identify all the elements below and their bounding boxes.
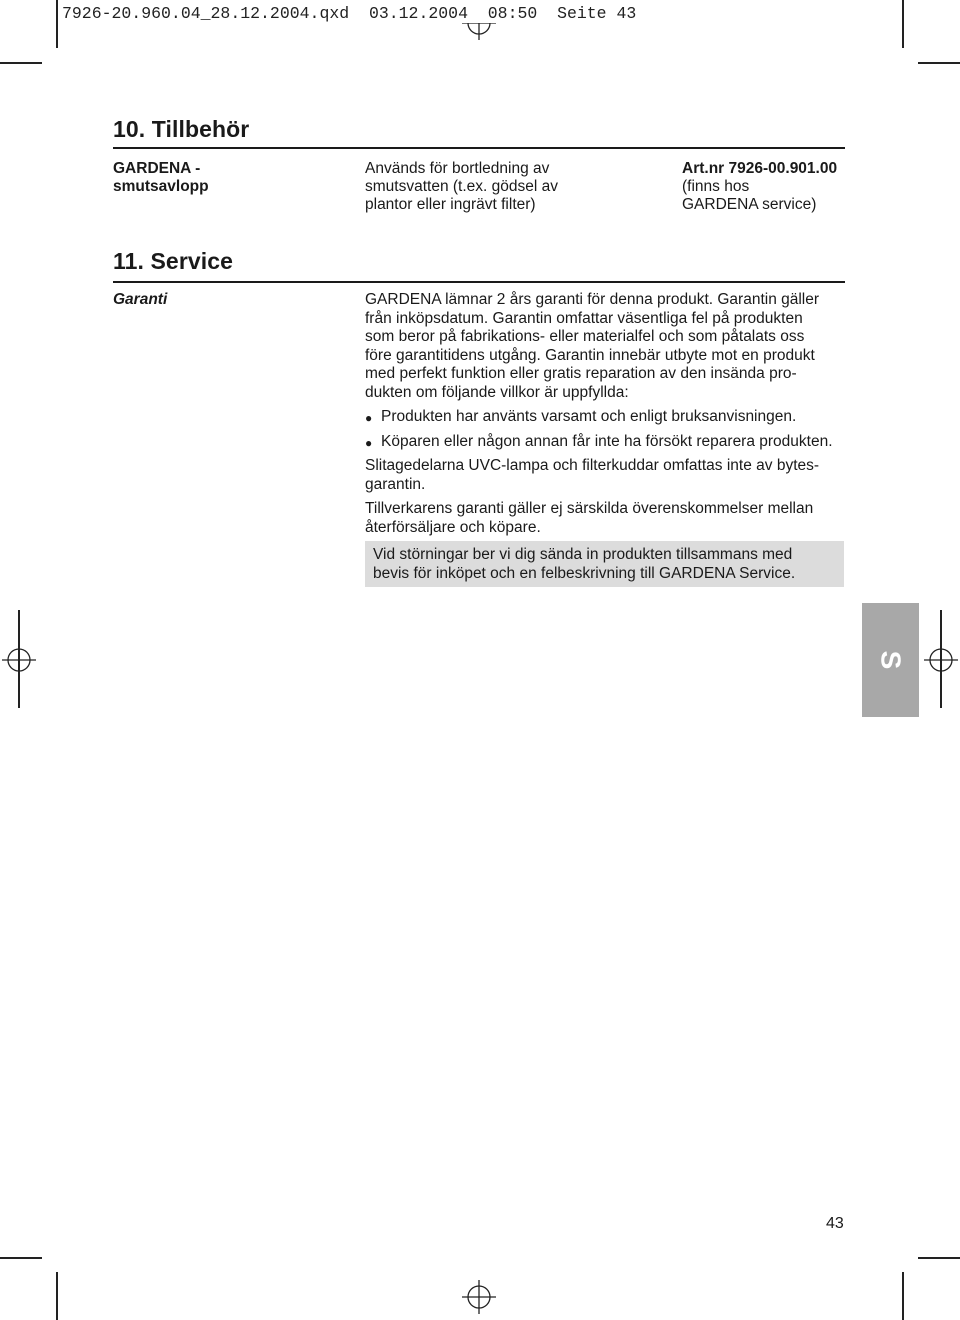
crop-mark bbox=[56, 0, 58, 48]
crop-mark bbox=[18, 610, 20, 708]
crop-mark bbox=[902, 0, 904, 48]
print-slug-line: 7926-20.960.04_28.12.2004.qxd 03.12.2004 08:50 Seite 43 bbox=[62, 4, 637, 23]
crop-mark bbox=[0, 62, 42, 64]
crop-mark bbox=[918, 62, 960, 64]
crop-mark bbox=[56, 1272, 58, 1320]
guarantee-text bbox=[365, 291, 849, 543]
language-tab: S bbox=[862, 603, 919, 717]
list-item: ● Köparen eller någon annan får inte ha försökt reparera produkten. bbox=[365, 433, 849, 453]
accessory-article-number: Art.nr 7926-00.901.00 (finns hos GARDENA service) bbox=[682, 160, 838, 213]
accessory-name: GARDENA - smutsavlopp bbox=[113, 160, 209, 195]
service-note-box: Vid störningar ber vi dig sända in produkten tillsammans med bevis för inköpet och en felbeskrivning till GARDENA Service. bbox=[365, 541, 844, 587]
accessories-heading: 10. Tillbehör bbox=[113, 116, 250, 142]
manufacturer-guarantee-paragraph: Tillverkarens garanti gäller ej särskilda överenskommelser mellan återförsäljare och köpare. bbox=[365, 500, 814, 536]
service-heading: 11. Service bbox=[113, 248, 234, 274]
guarantee-label: Garanti bbox=[113, 291, 168, 308]
accessory-description: Används för bortledning av smutsvatten (t.ex. gödsel av plantor eller ingrävt filter) bbox=[365, 160, 558, 213]
crop-mark bbox=[918, 1257, 960, 1259]
guarantee-intro: GARDENA lämnar 2 års garanti för denna produkt. Garantin gäller från inköpsdatum. Garantin omfattar väsentliga fel på produkten som beror på fabrikations- eller materialfel och som påtalats oss före garantitidens utgång. Garantin innebär utbyte mot en produkt med perfekt funktion eller gratis reparation av den insända pro- dukten om följande villkor är uppfyllda: bbox=[365, 291, 820, 401]
bullet-icon: ● bbox=[365, 435, 373, 450]
bullet-icon: ● bbox=[365, 411, 373, 425]
wear-parts-paragraph: Slitagedelarna UVC-lampa och filterkuddar omfattas inte av bytes- garantin. bbox=[365, 457, 820, 493]
registration-mark-bottom-icon bbox=[462, 1280, 496, 1314]
service-rule bbox=[113, 281, 845, 283]
crop-mark bbox=[0, 1257, 42, 1259]
crop-mark bbox=[940, 610, 942, 708]
crop-mark bbox=[902, 1272, 904, 1320]
accessories-rule bbox=[113, 147, 845, 149]
page-number: 43 bbox=[826, 1215, 844, 1232]
list-item: ● Produkten har använts varsamt och enligt bruksanvisningen. bbox=[365, 408, 849, 428]
